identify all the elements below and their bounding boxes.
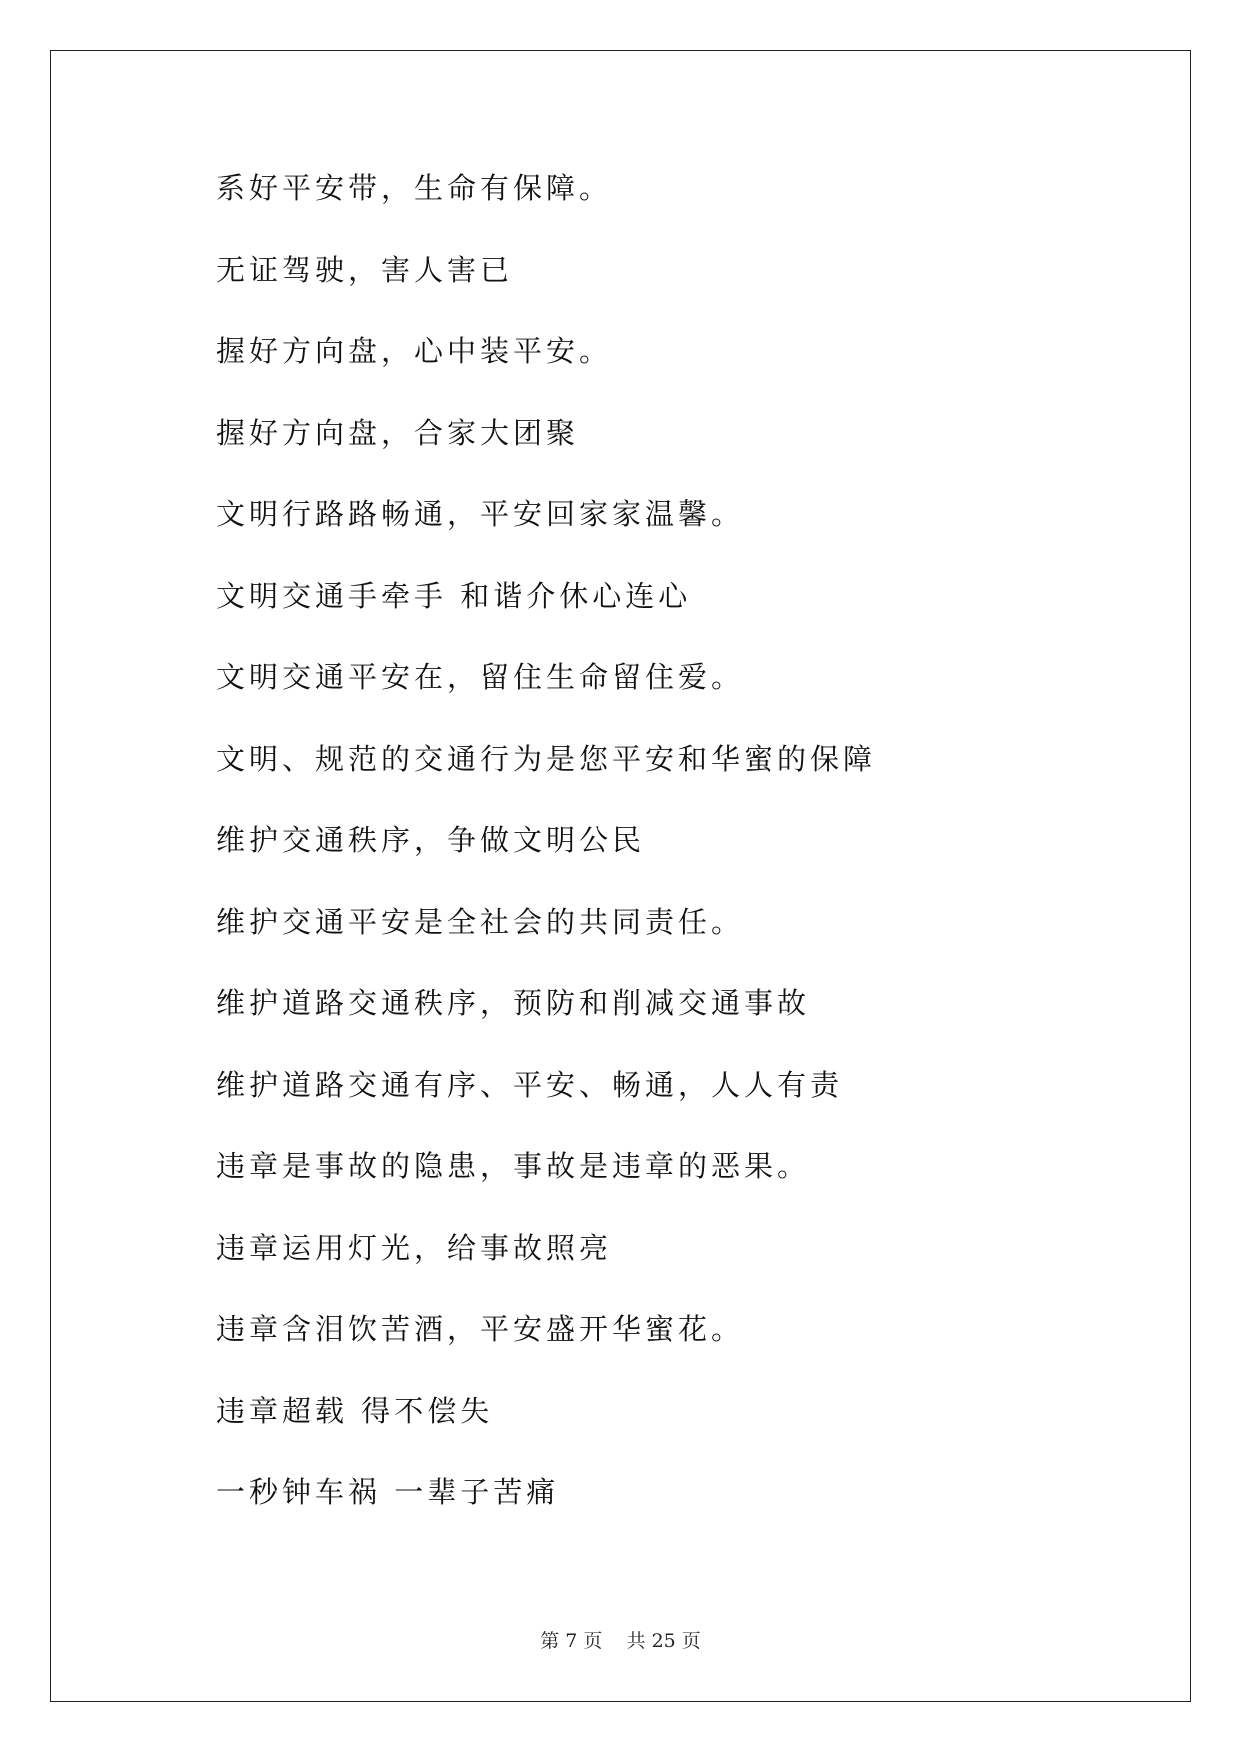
slogan-line: 文明、规范的交通行为是您平安和华蜜的保障 bbox=[216, 741, 877, 776]
slogan-line: 违章是事故的隐患，事故是违章的恶果。 bbox=[216, 1149, 811, 1183]
page-number: 第 7 页 共 25 页 bbox=[540, 1630, 701, 1652]
slogan-line: 文明行路路畅通，平安回家家温馨。 bbox=[216, 497, 745, 531]
slogan-line: 握好方向盘，心中装平安。 bbox=[216, 334, 613, 368]
slogan-line: 维护道路交通秩序，预防和削减交通事故 bbox=[216, 986, 811, 1020]
slogan-line: 维护交通平安是全社会的共同责任。 bbox=[216, 904, 745, 939]
slogan-line: 握好方向盘，合家大团聚 bbox=[216, 415, 580, 450]
slogan-line: 维护交通秩序，争做文明公民 bbox=[216, 823, 646, 857]
slogan-line: 违章含泪饮苦酒，平安盛开华蜜花。 bbox=[216, 1312, 745, 1346]
slogan-line: 文明交通手牵手 和谐介休心连心 bbox=[216, 578, 692, 613]
slogan-line: 文明交通平安在，留住生命留住爱。 bbox=[216, 660, 745, 694]
slogan-line: 违章运用灯光，给事故照亮 bbox=[216, 1230, 613, 1265]
slogan-line: 维护道路交通有序、平安、畅通，人人有责 bbox=[216, 1067, 844, 1102]
slogan-line: 违章超载 得不偿失 bbox=[216, 1393, 494, 1428]
slogan-list bbox=[216, 166, 1076, 1552]
slogan-line: 一秒钟车祸 一辈子苦痛 bbox=[216, 1475, 560, 1509]
slogan-line: 系好平安带，生命有保障。 bbox=[216, 171, 613, 205]
slogan-line: 无证驾驶，害人害已 bbox=[216, 252, 514, 287]
